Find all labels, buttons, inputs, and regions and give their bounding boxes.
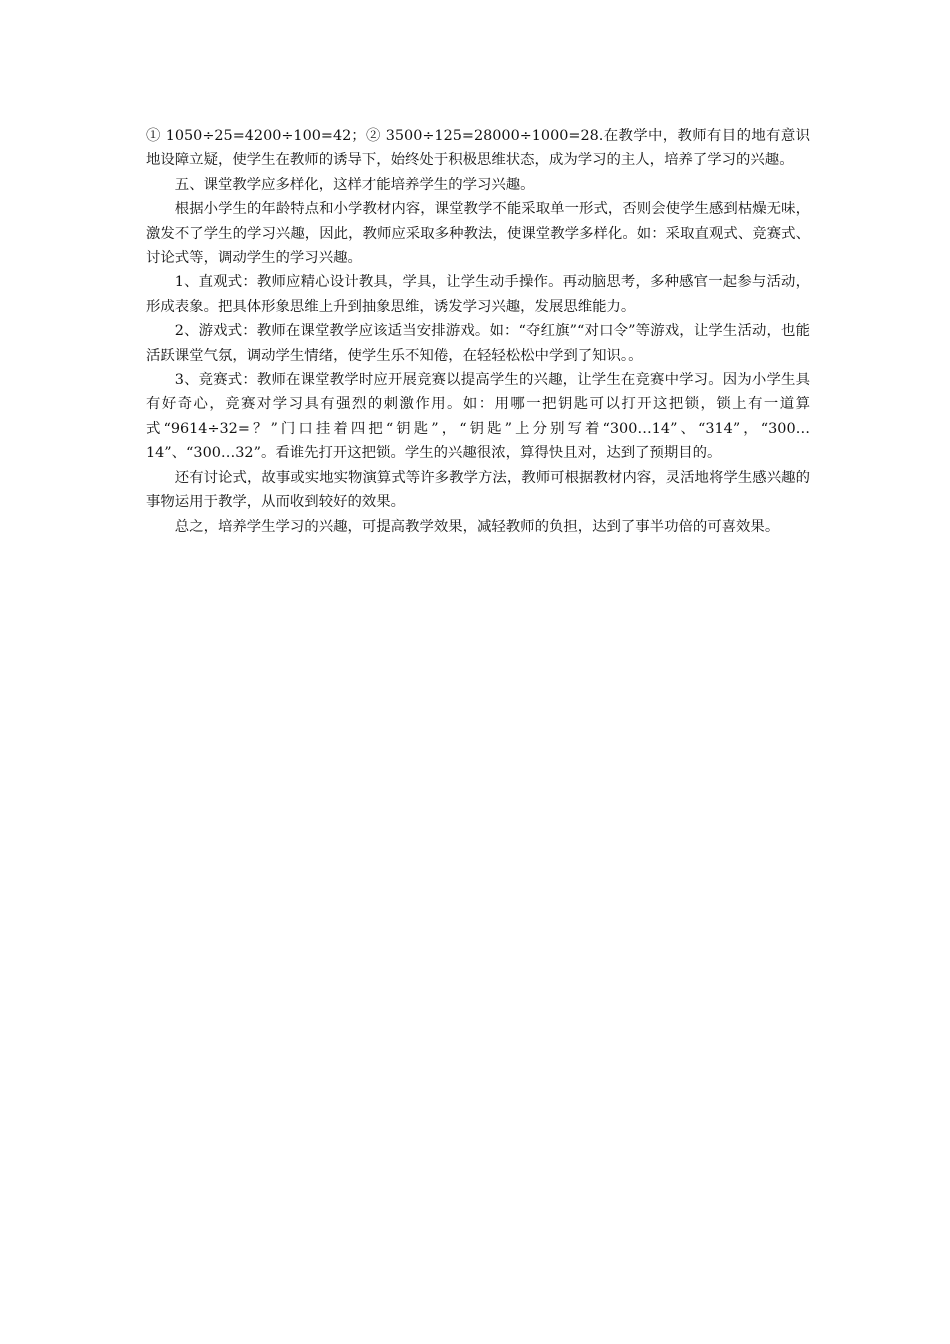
- paragraph-visual-method: 1、直观式：教师应精心设计教具，学具，让学生动手操作。再动脑思考，多种感官一起参与活动，形成表象。把具体形象思维上升到抽象思维，诱发学习兴趣，发展思维能力。: [146, 274, 810, 315]
- paragraph-competition-method: 3、竞赛式：教师在课堂教学时应开展竞赛以提高学生的兴趣，让学生在竞赛中学习。因为小学生具有好奇心，竞赛对学习具有强烈的刺激作用。如：用哪一把钥匙可以打开这把锁，锁上有一道算式“9614÷32=？”门口挂着四把“钥匙”，“钥匙”上分别写着“300…14”、“314”，“300…14”、“300…32”。看谁先打开这把锁。学生的兴趣很浓，算得快且对，达到了预期目的。: [146, 372, 810, 462]
- paragraph-other-methods: 还有讨论式，故事或实地实物演算式等许多教学方法，教师可根据教材内容，灵活地将学生感兴趣的事物运用于教学，从而收到较好的效果。: [146, 469, 810, 511]
- paragraph-worked-example: ① 1050÷25=4200÷100=42；② 3500÷125=28000÷1000=28.在教学中，教师有目的地有意识地设障立疑，使学生在教师的诱导下，始终处于积极思维状态，成为学习的主人，培养了学习的兴趣。: [146, 128, 810, 169]
- paragraph-teaching-methods: 根据小学生的年龄特点和小学教材内容，课堂教学不能采取单一形式，否则会使学生感到枯燥无味，激发不了学生的学习兴趣，因此，教师应采取多种教法，使课堂教学多样化。如：采取直观式、竞赛式、讨论式等，调动学生的学习兴趣。: [146, 201, 810, 267]
- paragraph-conclusion: 总之，培养学生学习的兴趣，可提高教学效果，减轻教师的负担，达到了事半功倍的可喜效果。: [174, 518, 780, 535]
- document-body: [146, 124, 810, 539]
- paragraph-game-method: 2、游戏式：教师在课堂教学应该适当安排游戏。如：“夺红旗”“对口令”等游戏，让学生活动，也能活跃课堂气氛，调动学生情绪，使学生乐不知倦，在轻轻松松中学到了知识。。: [146, 323, 810, 364]
- section-heading-diversified-teaching: 五、课堂教学应多样化，这样才能培养学生的学习兴趣。: [174, 176, 535, 193]
